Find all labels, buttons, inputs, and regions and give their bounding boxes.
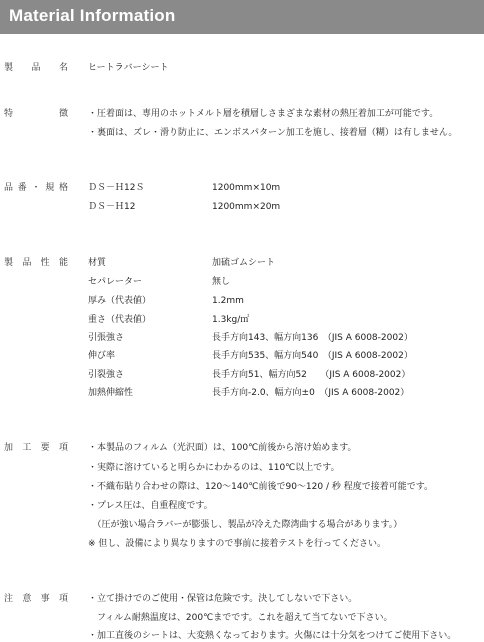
performance-value: 無し [212, 277, 231, 287]
processing-label: 加 工 要 項 [4, 443, 68, 453]
cautions-line: フィルム耐熱温度は、200℃までです。これを超えて当てないで下さい。 [88, 613, 393, 623]
performance-value: 長手方向51、幅方向52 （JIS A 6008-2002） [212, 370, 411, 380]
processing-line: ・プレス圧は、自重程度です。 [88, 501, 213, 511]
model-code: ＤＳ－Ｈ12 [88, 202, 136, 212]
performance-value: 長手方向143、幅方向136 （JIS A 6008-2002） [212, 333, 413, 343]
performance-value: 1.3kg/㎡ [212, 315, 250, 325]
header-bar [0, 0, 484, 34]
model-size: 1200mm×10m [212, 183, 281, 193]
cautions-line: ・加工直後のシートは、大変熱くなっております。火傷には十分気をつけてご使用下さい。 [88, 631, 457, 641]
processing-line: ・実際に溶けていると明らかにわかるのは、110℃以上です。 [88, 463, 340, 473]
cautions-line: ・立て掛けでのご使用・保管は危険です。決してしないで下さい。 [88, 594, 358, 604]
performance-key: 厚み（代表値） [88, 296, 152, 306]
model-code: ＤＳ－Ｈ12Ｓ [88, 183, 145, 193]
performance-key: 引張強さ [88, 333, 125, 343]
performance-key: 重さ（代表値） [88, 315, 152, 325]
performance-value: 加硫ゴムシート [212, 258, 276, 268]
performance-key: 引裂強さ [88, 370, 125, 380]
models-label: 品 番 ・ 規 格 [4, 183, 68, 193]
model-size: 1200mm×20m [212, 202, 281, 212]
features-line: ・裏面は、ズレ・滑り防止に、エンボスパターン加工を施し、接着層（糊）は有しません。 [88, 128, 458, 138]
processing-line: ・本製品のフィルム（光沢面）は、100℃前後から溶け始めます。 [88, 443, 357, 453]
performance-key: 材質 [88, 258, 107, 268]
processing-line: ※ 但し、設備により異なりますので事前に接着テストを行ってください。 [88, 539, 387, 549]
performance-label: 製 品 性 能 [4, 258, 68, 268]
performance-key: セパレーター [88, 277, 143, 287]
processing-line: ・不織布貼り合わせの際は、120～140℃前後で90～120 / 秒 程度で接着可能です。 [88, 482, 433, 492]
features-line: ・圧着面は、専用のホットメルト層を積層しさまざまな素材の熱圧着加工が可能です。 [88, 109, 439, 119]
cautions-label: 注 意 事 項 [4, 594, 68, 604]
page-title: Material Information [9, 6, 176, 25]
performance-key: 伸び率 [88, 351, 116, 361]
product-name-label: 製 品 名 [4, 63, 68, 73]
processing-line: （圧が強い場合ラバーが膨張し、製品が冷えた際湾曲する場合があります。） [88, 520, 403, 530]
performance-value: 長手方向-2.0、幅方向±0 （JIS A 6008-2002） [212, 388, 410, 398]
performance-value: 長手方向535、幅方向540 （JIS A 6008-2002） [212, 351, 413, 361]
performance-value: 1.2mm [212, 296, 244, 306]
features-label: 特 徴 [4, 109, 68, 119]
product-name-value: ヒートラバーシート [88, 63, 169, 73]
performance-key: 加熱伸縮性 [88, 388, 134, 398]
